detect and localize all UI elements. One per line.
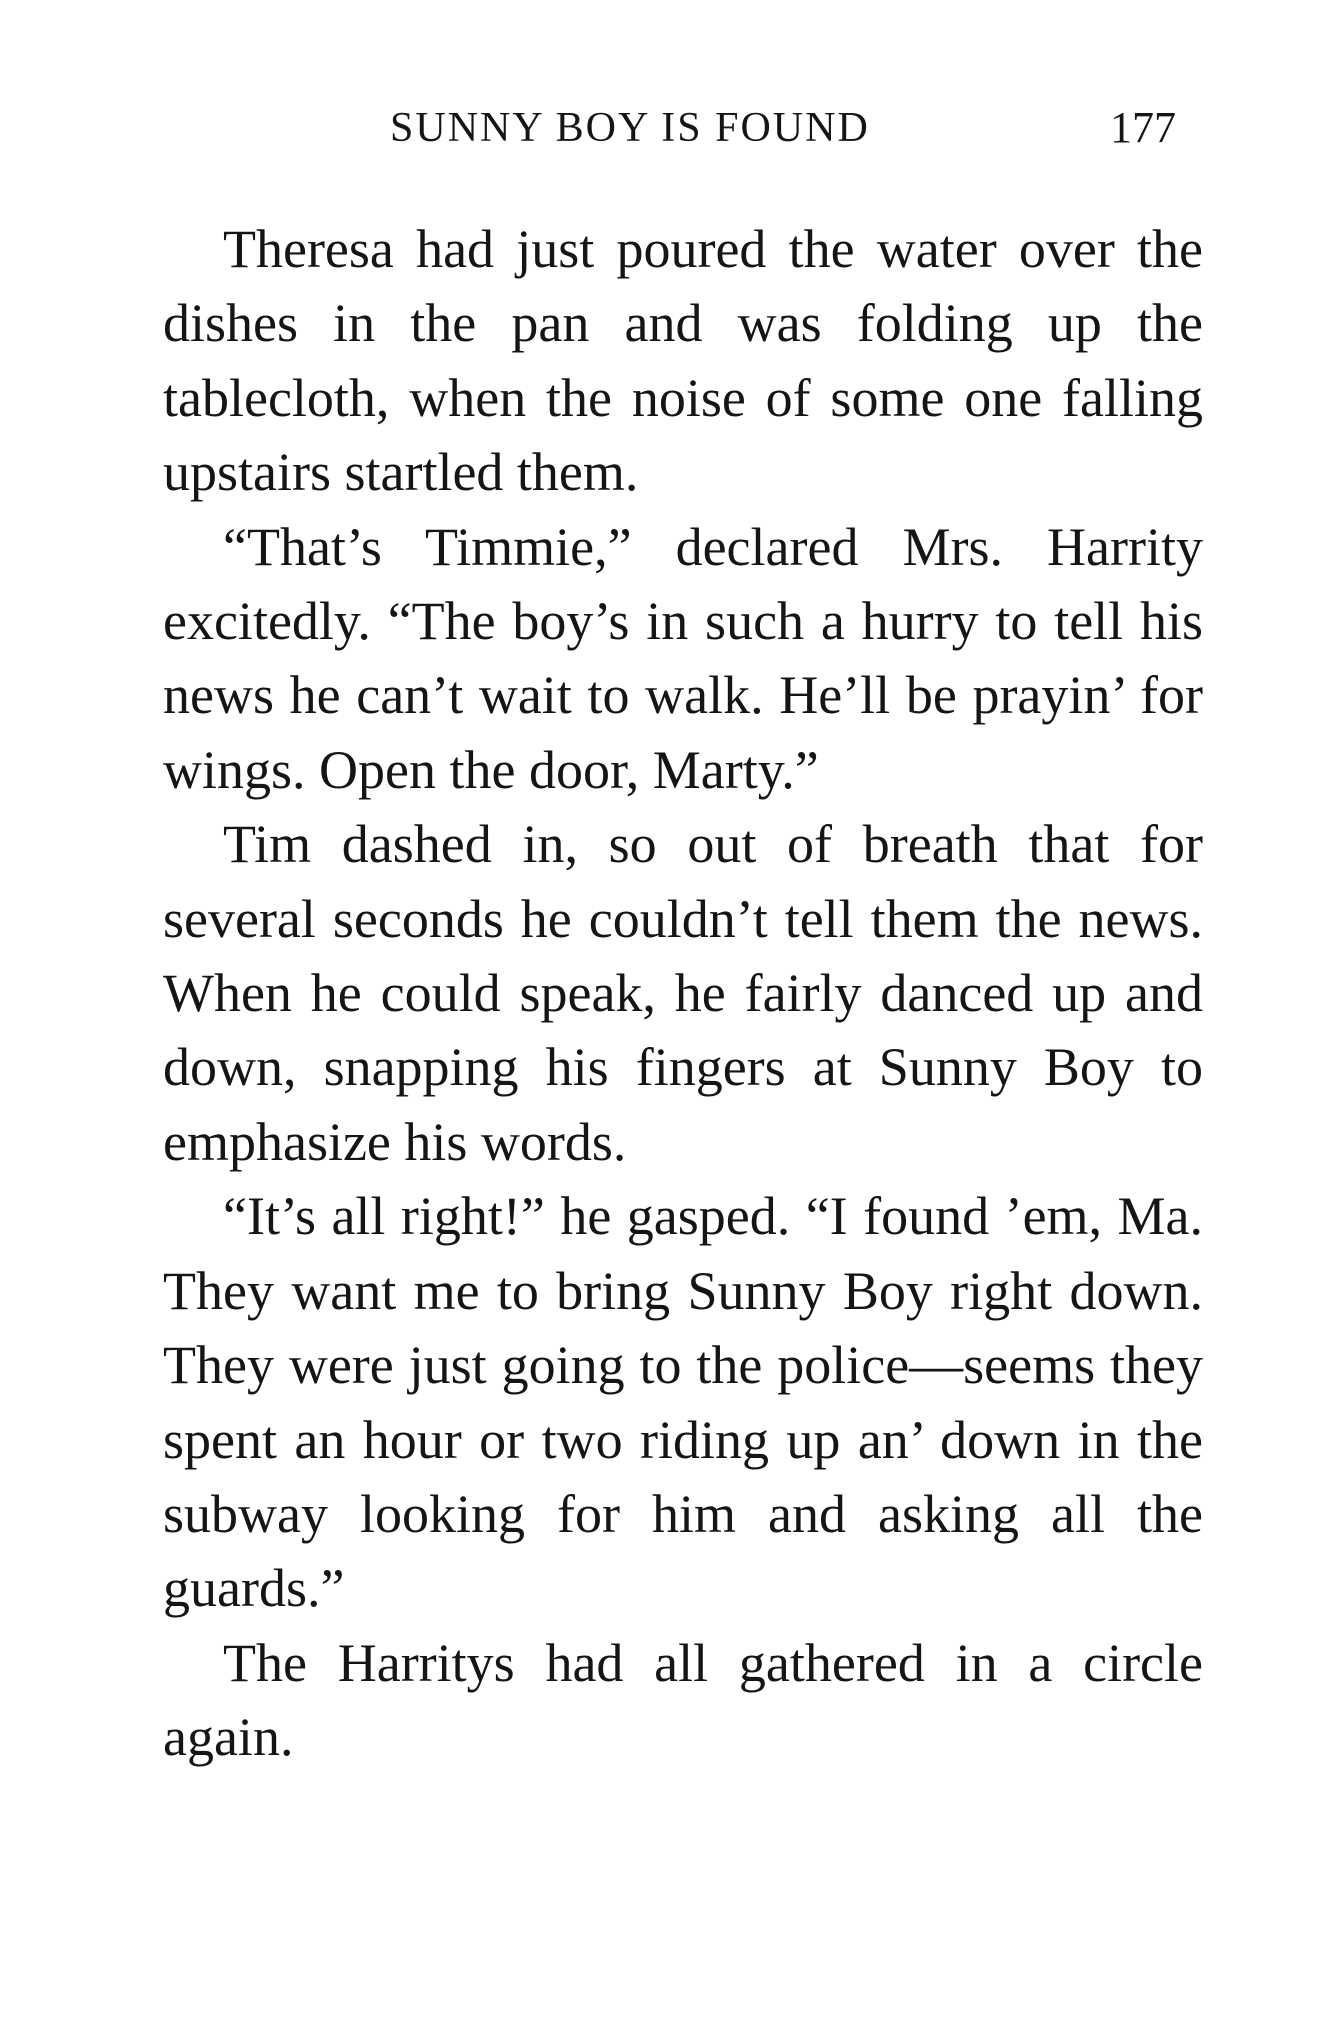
running-head: SUNNY BOY IS FOUND [390, 105, 870, 151]
page-number: 177 [1110, 103, 1176, 152]
paragraph: “It’s all right!” he gasped. “I found ’em, Ma. They want me to bring Sunny Boy right down. They were just going to the police—seems they spent an hour or two riding up an’ down in the subway looking for him and asking all the guards.” [163, 1186, 1203, 1619]
paragraph: “That’s Timmie,” declared Mrs. Harrity excitedly. “The boy’s in such a hurry to tell his news he can’t wait to walk. He’ll be prayin’ for wings. Open the door, Marty.” [163, 516, 1203, 800]
paragraph: Theresa had just poured the water over the dishes in the pan and was folding up the tablecloth, when the noise of some one falling upstairs startled them. [163, 219, 1203, 503]
body-text [163, 212, 1203, 1775]
paragraph: The Harritys had all gathered in a circle again. [163, 1632, 1203, 1768]
paragraph: Tim dashed in, so out of breath that for several seconds he couldn’t tell them the news. When he could speak, he fairly danced up and down, snapping his fingers at Sunny Boy to emphasize his words. [163, 814, 1203, 1172]
